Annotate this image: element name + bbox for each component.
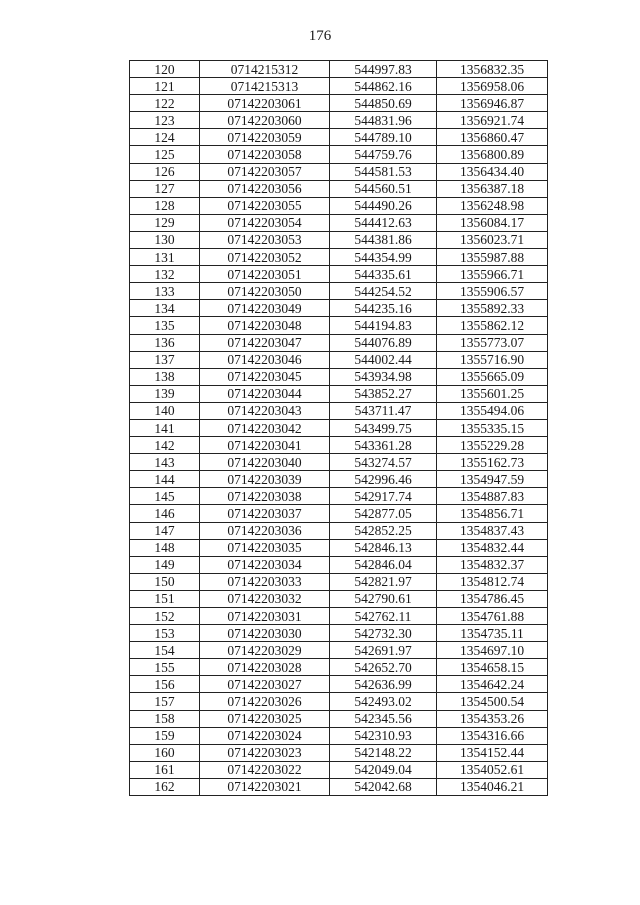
row-index-cell: 129 [130,214,200,231]
parcel-code-cell: 07142203022 [200,761,330,778]
row-index-cell: 144 [130,471,200,488]
row-index-cell: 157 [130,693,200,710]
parcel-code-cell: 07142203030 [200,625,330,642]
parcel-code-cell: 07142203061 [200,95,330,112]
parcel-code-cell: 07142203042 [200,419,330,436]
x-coordinate-cell: 542691.97 [330,642,437,659]
parcel-code-cell: 07142203047 [200,334,330,351]
table-row [130,402,548,419]
x-coordinate-cell: 542042.68 [330,778,437,795]
parcel-code-cell: 07142203040 [200,454,330,471]
y-coordinate-cell: 1355966.71 [437,266,548,283]
row-index-cell: 153 [130,625,200,642]
row-index-cell: 162 [130,778,200,795]
table-row [130,608,548,625]
y-coordinate-cell: 1354052.61 [437,761,548,778]
y-coordinate-cell: 1355906.57 [437,283,548,300]
y-coordinate-cell: 1354642.24 [437,676,548,693]
parcel-code-cell: 07142203039 [200,471,330,488]
row-index-cell: 135 [130,317,200,334]
y-coordinate-cell: 1356860.47 [437,129,548,146]
x-coordinate-cell: 544235.16 [330,300,437,317]
x-coordinate-cell: 542652.70 [330,659,437,676]
parcel-code-cell: 07142203060 [200,112,330,129]
x-coordinate-cell: 542917.74 [330,488,437,505]
page-number: 176 [308,28,332,44]
x-coordinate-cell: 544862.16 [330,78,437,95]
y-coordinate-cell: 1355229.28 [437,437,548,454]
row-index-cell: 159 [130,727,200,744]
row-index-cell: 130 [130,231,200,248]
parcel-code-cell: 07142203051 [200,266,330,283]
row-index-cell: 121 [130,78,200,95]
row-index-cell: 136 [130,334,200,351]
table-row [130,488,548,505]
y-coordinate-cell: 1355601.25 [437,385,548,402]
row-index-cell: 141 [130,419,200,436]
table-row [130,471,548,488]
y-coordinate-cell: 1355665.09 [437,368,548,385]
parcel-code-cell: 07142203058 [200,146,330,163]
y-coordinate-cell: 1356434.40 [437,163,548,180]
y-coordinate-cell: 1354735.11 [437,625,548,642]
row-index-cell: 137 [130,351,200,368]
table-body [130,61,548,796]
row-index-cell: 151 [130,590,200,607]
x-coordinate-cell: 544254.52 [330,283,437,300]
y-coordinate-cell: 1354837.43 [437,522,548,539]
table-row [130,454,548,471]
parcel-code-cell: 07142203041 [200,437,330,454]
parcel-code-cell: 07142203033 [200,573,330,590]
row-index-cell: 154 [130,642,200,659]
table-row [130,129,548,146]
row-index-cell: 127 [130,180,200,197]
row-index-cell: 125 [130,146,200,163]
table-row [130,334,548,351]
x-coordinate-cell: 542762.11 [330,608,437,625]
x-coordinate-cell: 544354.99 [330,249,437,266]
y-coordinate-cell: 1356958.06 [437,78,548,95]
table-row [130,112,548,129]
parcel-code-cell: 07142203053 [200,231,330,248]
row-index-cell: 122 [130,95,200,112]
row-index-cell: 155 [130,659,200,676]
y-coordinate-cell: 1356832.35 [437,61,548,78]
row-index-cell: 140 [130,402,200,419]
x-coordinate-cell: 543499.75 [330,419,437,436]
parcel-code-cell: 07142203025 [200,710,330,727]
y-coordinate-cell: 1355494.06 [437,402,548,419]
table-row [130,317,548,334]
parcel-code-cell: 07142203049 [200,300,330,317]
row-index-cell: 138 [130,368,200,385]
row-index-cell: 147 [130,522,200,539]
x-coordinate-cell: 542345.56 [330,710,437,727]
parcel-code-cell: 07142203036 [200,522,330,539]
y-coordinate-cell: 1354832.44 [437,539,548,556]
row-index-cell: 156 [130,676,200,693]
x-coordinate-cell: 542790.61 [330,590,437,607]
row-index-cell: 126 [130,163,200,180]
y-coordinate-cell: 1355987.88 [437,249,548,266]
table-row [130,61,548,78]
y-coordinate-cell: 1354856.71 [437,505,548,522]
parcel-code-cell: 07142203052 [200,249,330,266]
table-row [130,556,548,573]
row-index-cell: 120 [130,61,200,78]
y-coordinate-cell: 1355335.15 [437,419,548,436]
table-row [130,676,548,693]
x-coordinate-cell: 544831.96 [330,112,437,129]
parcel-code-cell: 07142203045 [200,368,330,385]
table-row [130,778,548,795]
row-index-cell: 131 [130,249,200,266]
x-coordinate-cell: 543852.27 [330,385,437,402]
table-row [130,351,548,368]
parcel-code-cell: 07142203027 [200,676,330,693]
x-coordinate-cell: 544850.69 [330,95,437,112]
x-coordinate-cell: 542493.02 [330,693,437,710]
x-coordinate-cell: 542877.05 [330,505,437,522]
row-index-cell: 146 [130,505,200,522]
row-index-cell: 132 [130,266,200,283]
x-coordinate-cell: 544789.10 [330,129,437,146]
y-coordinate-cell: 1355892.33 [437,300,548,317]
parcel-code-cell: 07142203056 [200,180,330,197]
table-row [130,693,548,710]
coordinates-table [129,60,548,796]
parcel-code-cell: 07142203037 [200,505,330,522]
parcel-code-cell: 07142203021 [200,778,330,795]
table-row [130,590,548,607]
y-coordinate-cell: 1354786.45 [437,590,548,607]
table-row [130,642,548,659]
y-coordinate-cell: 1354812.74 [437,573,548,590]
parcel-code-cell: 07142203059 [200,129,330,146]
row-index-cell: 161 [130,761,200,778]
table-row [130,146,548,163]
x-coordinate-cell: 542049.04 [330,761,437,778]
parcel-code-cell: 0714215312 [200,61,330,78]
table-row [130,197,548,214]
x-coordinate-cell: 544490.26 [330,197,437,214]
parcel-code-cell: 07142203032 [200,590,330,607]
table-row [130,214,548,231]
x-coordinate-cell: 542821.97 [330,573,437,590]
table-row [130,659,548,676]
table-row [130,522,548,539]
row-index-cell: 123 [130,112,200,129]
parcel-code-cell: 07142203054 [200,214,330,231]
table-row [130,761,548,778]
y-coordinate-cell: 1356248.98 [437,197,548,214]
x-coordinate-cell: 542310.93 [330,727,437,744]
table-row [130,437,548,454]
y-coordinate-cell: 1354353.26 [437,710,548,727]
parcel-code-cell: 07142203055 [200,197,330,214]
parcel-code-cell: 07142203023 [200,744,330,761]
parcel-code-cell: 07142203026 [200,693,330,710]
y-coordinate-cell: 1354697.10 [437,642,548,659]
parcel-code-cell: 07142203031 [200,608,330,625]
parcel-code-cell: 07142203028 [200,659,330,676]
parcel-code-cell: 0714215313 [200,78,330,95]
x-coordinate-cell: 544194.83 [330,317,437,334]
x-coordinate-cell: 543711.47 [330,402,437,419]
table-row [130,78,548,95]
y-coordinate-cell: 1356946.87 [437,95,548,112]
parcel-code-cell: 07142203034 [200,556,330,573]
row-index-cell: 143 [130,454,200,471]
x-coordinate-cell: 542996.46 [330,471,437,488]
table-row [130,419,548,436]
y-coordinate-cell: 1356023.71 [437,231,548,248]
parcel-code-cell: 07142203043 [200,402,330,419]
y-coordinate-cell: 1354761.88 [437,608,548,625]
table-row [130,727,548,744]
x-coordinate-cell: 542846.04 [330,556,437,573]
table-row [130,625,548,642]
row-index-cell: 134 [130,300,200,317]
row-index-cell: 124 [130,129,200,146]
table-row [130,744,548,761]
table-row [130,539,548,556]
y-coordinate-cell: 1354316.66 [437,727,548,744]
y-coordinate-cell: 1356800.89 [437,146,548,163]
table-row [130,283,548,300]
table-row [130,505,548,522]
y-coordinate-cell: 1355716.90 [437,351,548,368]
parcel-code-cell: 07142203029 [200,642,330,659]
y-coordinate-cell: 1356084.17 [437,214,548,231]
x-coordinate-cell: 542852.25 [330,522,437,539]
row-index-cell: 128 [130,197,200,214]
y-coordinate-cell: 1354152.44 [437,744,548,761]
table-row [130,163,548,180]
row-index-cell: 133 [130,283,200,300]
parcel-code-cell: 07142203046 [200,351,330,368]
y-coordinate-cell: 1354947.59 [437,471,548,488]
y-coordinate-cell: 1355162.73 [437,454,548,471]
y-coordinate-cell: 1355773.07 [437,334,548,351]
x-coordinate-cell: 544381.86 [330,231,437,248]
row-index-cell: 139 [130,385,200,402]
table-row [130,180,548,197]
y-coordinate-cell: 1355862.12 [437,317,548,334]
x-coordinate-cell: 542636.99 [330,676,437,693]
y-coordinate-cell: 1354832.37 [437,556,548,573]
x-coordinate-cell: 542148.22 [330,744,437,761]
table-row [130,249,548,266]
parcel-code-cell: 07142203050 [200,283,330,300]
parcel-code-cell: 07142203057 [200,163,330,180]
row-index-cell: 160 [130,744,200,761]
x-coordinate-cell: 542846.13 [330,539,437,556]
row-index-cell: 150 [130,573,200,590]
table-row [130,368,548,385]
table-row [130,710,548,727]
y-coordinate-cell: 1354046.21 [437,778,548,795]
parcel-code-cell: 07142203024 [200,727,330,744]
table-row [130,300,548,317]
x-coordinate-cell: 544412.63 [330,214,437,231]
row-index-cell: 149 [130,556,200,573]
row-index-cell: 142 [130,437,200,454]
x-coordinate-cell: 544335.61 [330,266,437,283]
table-row [130,573,548,590]
x-coordinate-cell: 543274.57 [330,454,437,471]
y-coordinate-cell: 1354500.54 [437,693,548,710]
x-coordinate-cell: 543934.98 [330,368,437,385]
parcel-code-cell: 07142203048 [200,317,330,334]
x-coordinate-cell: 543361.28 [330,437,437,454]
x-coordinate-cell: 544759.76 [330,146,437,163]
y-coordinate-cell: 1354887.83 [437,488,548,505]
parcel-code-cell: 07142203038 [200,488,330,505]
x-coordinate-cell: 544002.44 [330,351,437,368]
parcel-code-cell: 07142203044 [200,385,330,402]
table-row [130,231,548,248]
parcel-code-cell: 07142203035 [200,539,330,556]
row-index-cell: 158 [130,710,200,727]
table-row [130,385,548,402]
x-coordinate-cell: 544560.51 [330,180,437,197]
x-coordinate-cell: 544997.83 [330,61,437,78]
row-index-cell: 152 [130,608,200,625]
x-coordinate-cell: 544581.53 [330,163,437,180]
x-coordinate-cell: 544076.89 [330,334,437,351]
y-coordinate-cell: 1356387.18 [437,180,548,197]
table-row [130,266,548,283]
table-row [130,95,548,112]
row-index-cell: 148 [130,539,200,556]
y-coordinate-cell: 1356921.74 [437,112,548,129]
y-coordinate-cell: 1354658.15 [437,659,548,676]
x-coordinate-cell: 542732.30 [330,625,437,642]
row-index-cell: 145 [130,488,200,505]
